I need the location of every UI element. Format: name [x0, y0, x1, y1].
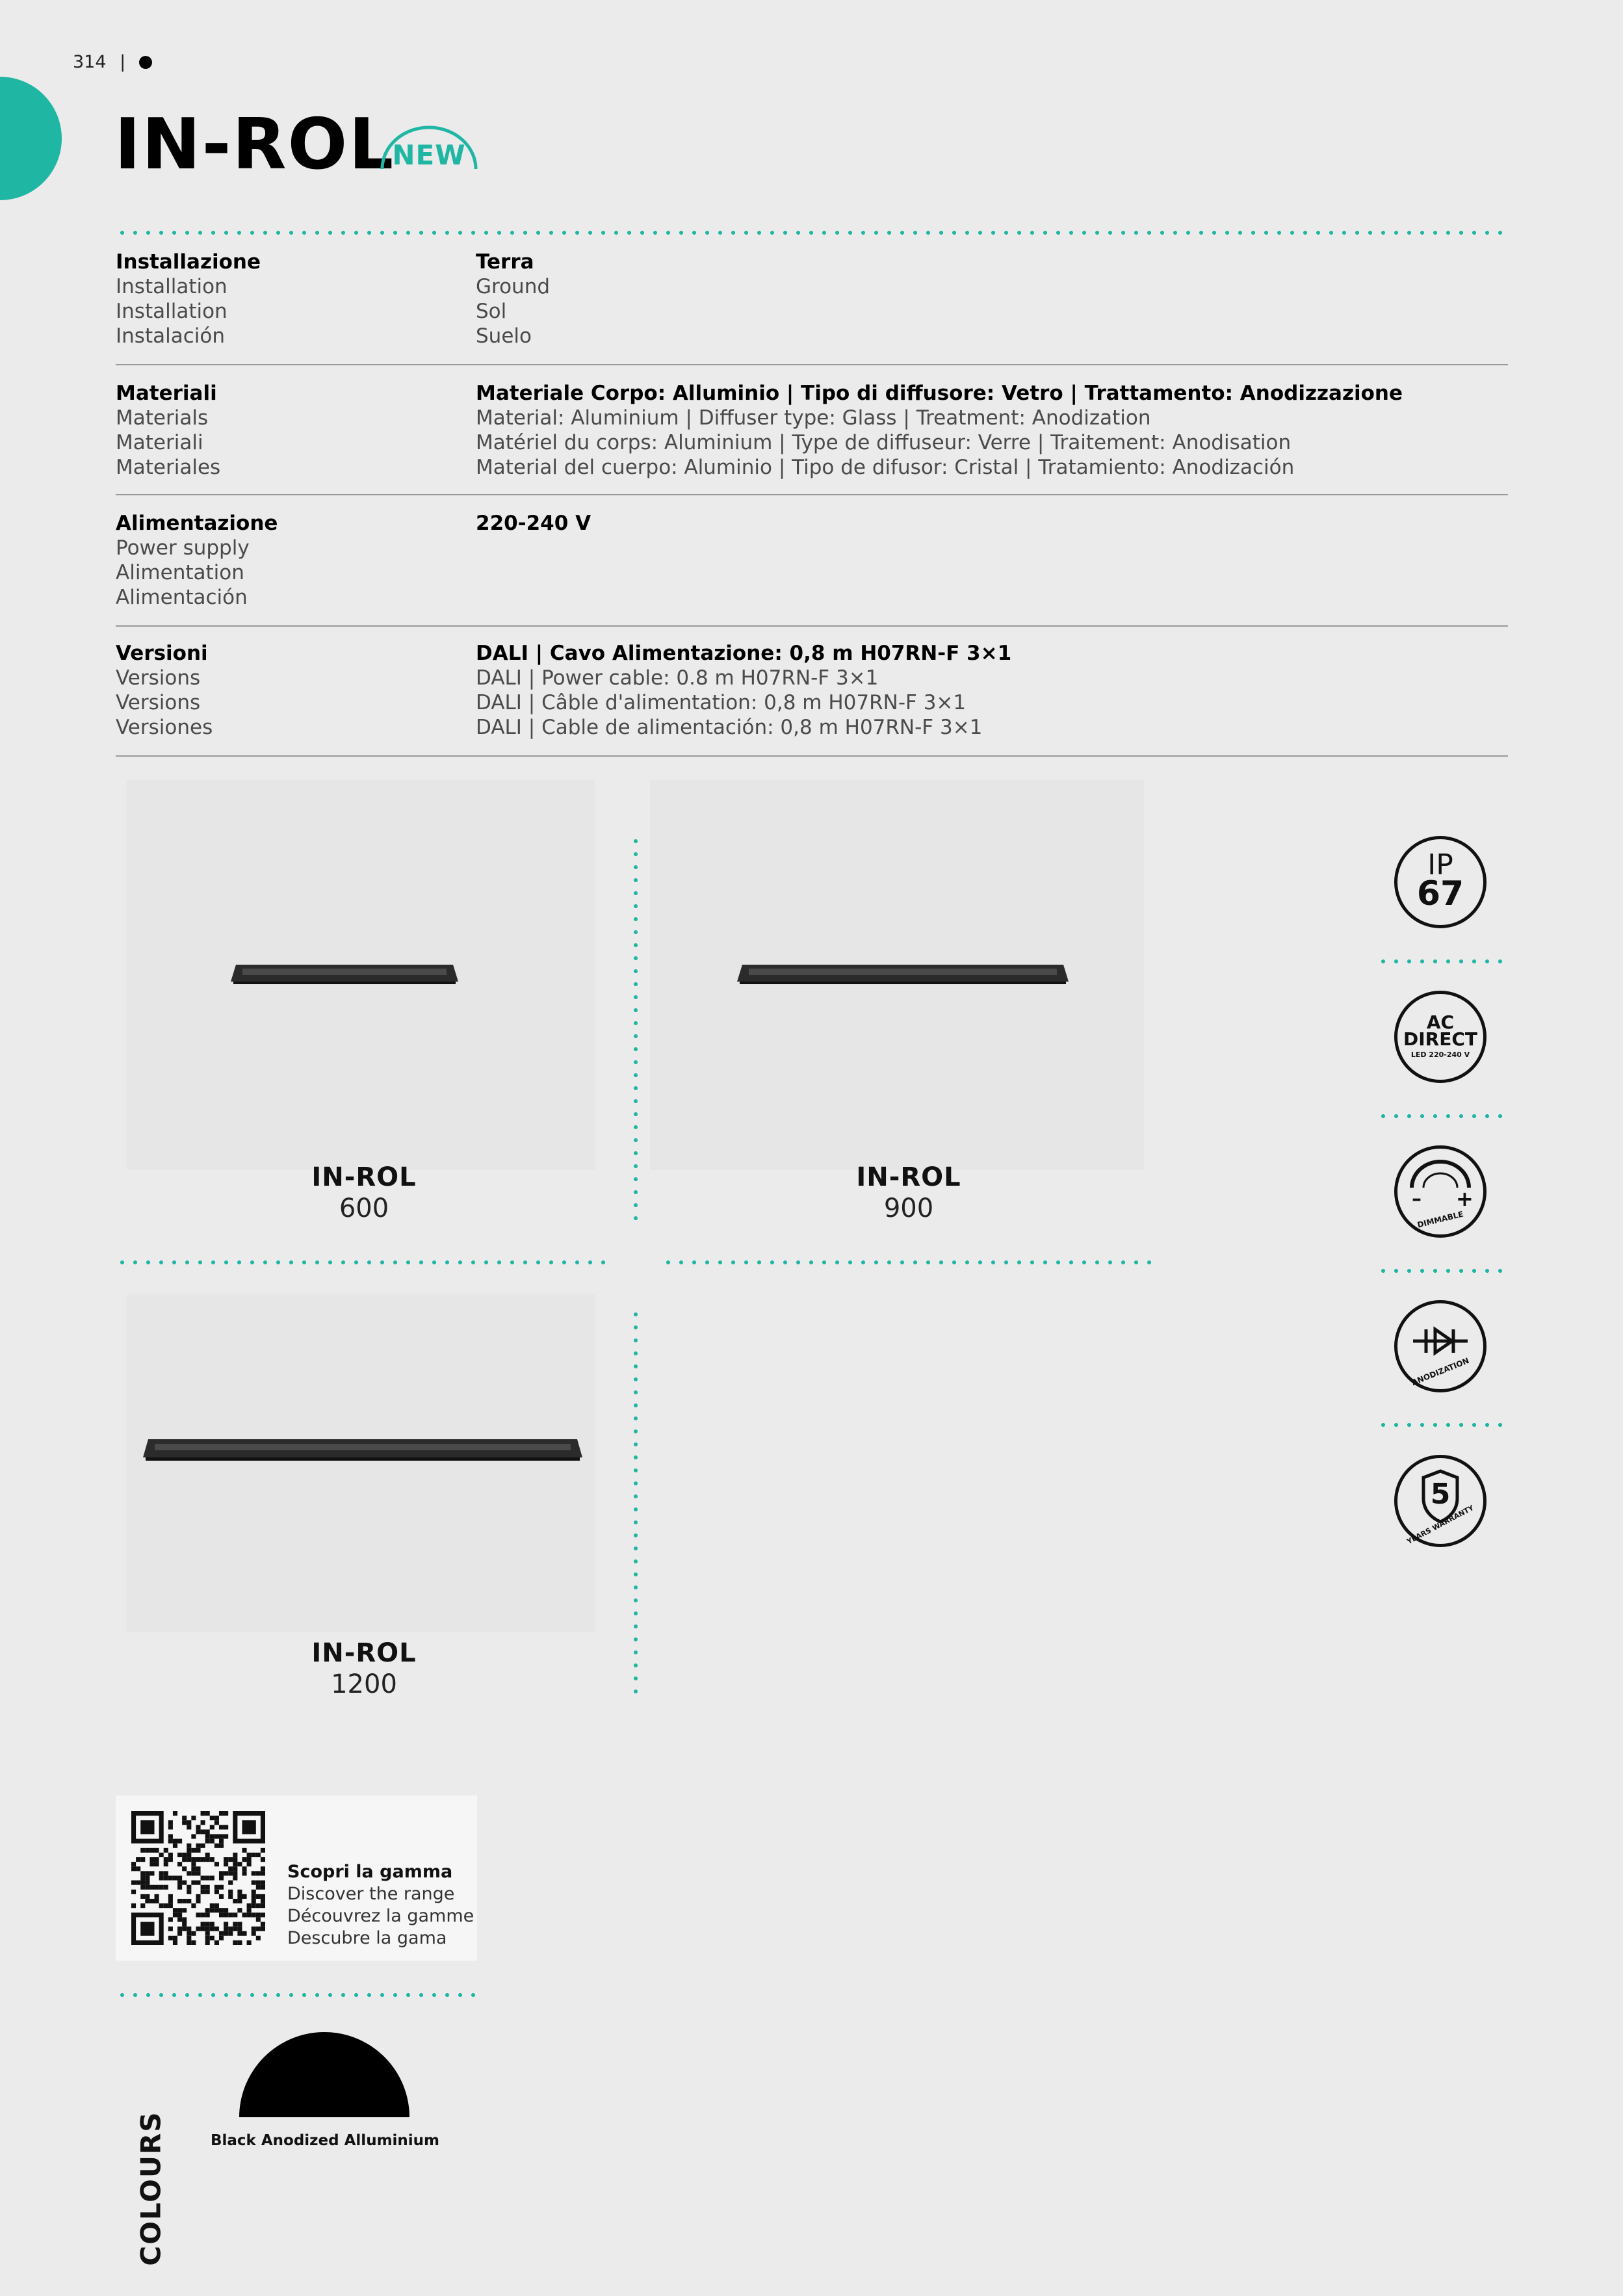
ac-direct-line2: DIRECT: [1403, 1028, 1477, 1050]
product-size-1200: 1200: [331, 1669, 397, 1699]
spec-value: Sol: [476, 300, 507, 323]
spec-row: [116, 511, 1508, 615]
ac-direct-icon: [1394, 991, 1487, 1083]
spec-divider: [116, 755, 1508, 757]
product-size-900: 900: [883, 1194, 934, 1223]
spec-label: Instalación: [116, 324, 225, 348]
spec-values: [476, 381, 1509, 480]
colour-swatch-label: Black Anodized Alluminium: [210, 2132, 440, 2149]
anodization-label: ANODIZATION: [1410, 1355, 1471, 1388]
colour-swatch-black: [239, 2032, 409, 2117]
spec-labels: [116, 641, 467, 740]
dimmable-label: DIMMABLE: [1416, 1209, 1464, 1230]
qr-code-icon[interactable]: [131, 1811, 265, 1945]
spec-value: Material del cuerpo: Aluminio | Tipo de difusor: Cristal | Tratamiento: Anodización: [476, 456, 1295, 479]
spec-value: Materiale Corpo: Alluminio | Tipo di diffusore: Vetro | Trattamento: Anodizzazione: [476, 382, 1403, 405]
page-dot-icon: [139, 56, 152, 69]
ac-direct-line3: LED 220-240 V: [1410, 1050, 1470, 1059]
dimmable-minus: –: [1412, 1188, 1422, 1210]
new-badge: [377, 116, 481, 181]
spec-value: DALI | Power cable: 0.8 m H07RN-F 3×1: [476, 666, 879, 690]
product-name-1200: IN-ROL: [311, 1638, 417, 1668]
qr-line-en: Discover the range: [287, 1884, 455, 1904]
spec-values: [476, 511, 1509, 536]
ip67-line2: 67: [1416, 874, 1464, 913]
product-size-600: 600: [339, 1194, 389, 1223]
page-number-separator: |: [120, 52, 126, 72]
spec-label: Versiones: [116, 716, 213, 739]
spec-divider: [116, 494, 1508, 495]
fixture-image-600: [231, 962, 458, 985]
anodization-icon: [1394, 1300, 1487, 1392]
qr-box: [116, 1795, 477, 1961]
spec-top-dotted-divider: [116, 231, 1508, 235]
spec-label: Materiales: [116, 456, 221, 479]
spec-value: Terra: [476, 250, 534, 274]
grid-dotted-divider-horizontal-left: [116, 1260, 610, 1264]
spec-label: Materials: [116, 406, 209, 430]
spec-label: Versions: [116, 666, 201, 690]
spec-label: Alimentation: [116, 561, 244, 584]
spec-value: DALI | Cavo Alimentazione: 0,8 m H07RN-F 3×1: [476, 642, 1012, 665]
spec-labels: [116, 250, 467, 348]
spec-value: Ground: [476, 275, 551, 298]
qr-line-es: Descubre la gama: [287, 1928, 447, 1948]
page-title: IN-ROL: [114, 104, 395, 185]
icon-dotted-divider-4: [1377, 1423, 1507, 1427]
colours-dotted-divider: [116, 1993, 480, 1997]
ip67-line1: IP: [1427, 848, 1453, 881]
spec-label: Versioni: [116, 642, 208, 665]
spec-label: Materiali: [116, 431, 203, 454]
ac-direct-line1: AC: [1426, 1011, 1455, 1033]
colours-heading: COLOURS: [135, 2111, 167, 2266]
page-number: [73, 52, 152, 72]
spec-row: [116, 250, 1508, 354]
new-badge-label: NEW: [392, 139, 466, 171]
grid-dotted-divider-vertical-top: [634, 835, 638, 1221]
product-name-900: IN-ROL: [856, 1162, 961, 1192]
spec-labels: [116, 511, 467, 610]
spec-label: Installazione: [116, 250, 261, 274]
dimmable-plus: +: [1456, 1186, 1474, 1211]
page-number-text: 314: [73, 52, 107, 72]
spec-row: [116, 381, 1508, 485]
grid-dotted-divider-horizontal-right: [662, 1260, 1156, 1264]
fixture-image-1200: [143, 1437, 582, 1463]
icon-dotted-divider-3: [1377, 1269, 1507, 1273]
spec-label: Power supply: [116, 536, 250, 560]
grid-dotted-divider-vertical-bottom: [634, 1308, 638, 1698]
spec-value: DALI | Câble d'alimentation: 0,8 m H07RN-F 3×1: [476, 691, 967, 714]
dimmable-icon: [1394, 1145, 1487, 1238]
warranty-icon: [1394, 1455, 1487, 1547]
spec-row: [116, 641, 1508, 745]
icon-dotted-divider-1: [1377, 959, 1507, 963]
warranty-label: YEARS WARRANTY: [1405, 1503, 1475, 1546]
spec-label: Alimentación: [116, 586, 248, 609]
spec-value: Matériel du corps: Aluminium | Type de diffuseur: Verre | Traitement: Anodisation: [476, 431, 1292, 454]
spec-label: Alimentazione: [116, 512, 278, 535]
spec-labels: [116, 381, 467, 480]
product-cell-1200: [127, 1294, 595, 1632]
warranty-number: 5: [1430, 1478, 1451, 1511]
qr-line-fr: Découvrez la gamme: [287, 1906, 474, 1926]
spec-values: [476, 641, 1509, 740]
spec-divider: [116, 364, 1508, 365]
ip67-icon: [1394, 836, 1487, 928]
fixture-image-900: [737, 962, 1069, 985]
product-name-600: IN-ROL: [311, 1162, 417, 1192]
spec-label: Versions: [116, 691, 201, 714]
spec-label: Installation: [116, 300, 227, 323]
qr-title: Scopri la gamma: [287, 1862, 453, 1882]
icon-dotted-divider-2: [1377, 1114, 1507, 1118]
section-tab: [0, 77, 62, 200]
spec-values: [476, 250, 1509, 348]
spec-value: 220-240 V: [476, 512, 591, 535]
spec-value: Suelo: [476, 324, 532, 348]
spec-value: Material: Aluminium | Diffuser type: Glass | Treatment: Anodization: [476, 406, 1151, 430]
spec-divider: [116, 625, 1508, 627]
spec-value: DALI | Cable de alimentación: 0,8 m H07RN-F 3×1: [476, 716, 983, 739]
spec-label: Installation: [116, 275, 227, 298]
spec-label: Materiali: [116, 382, 217, 405]
